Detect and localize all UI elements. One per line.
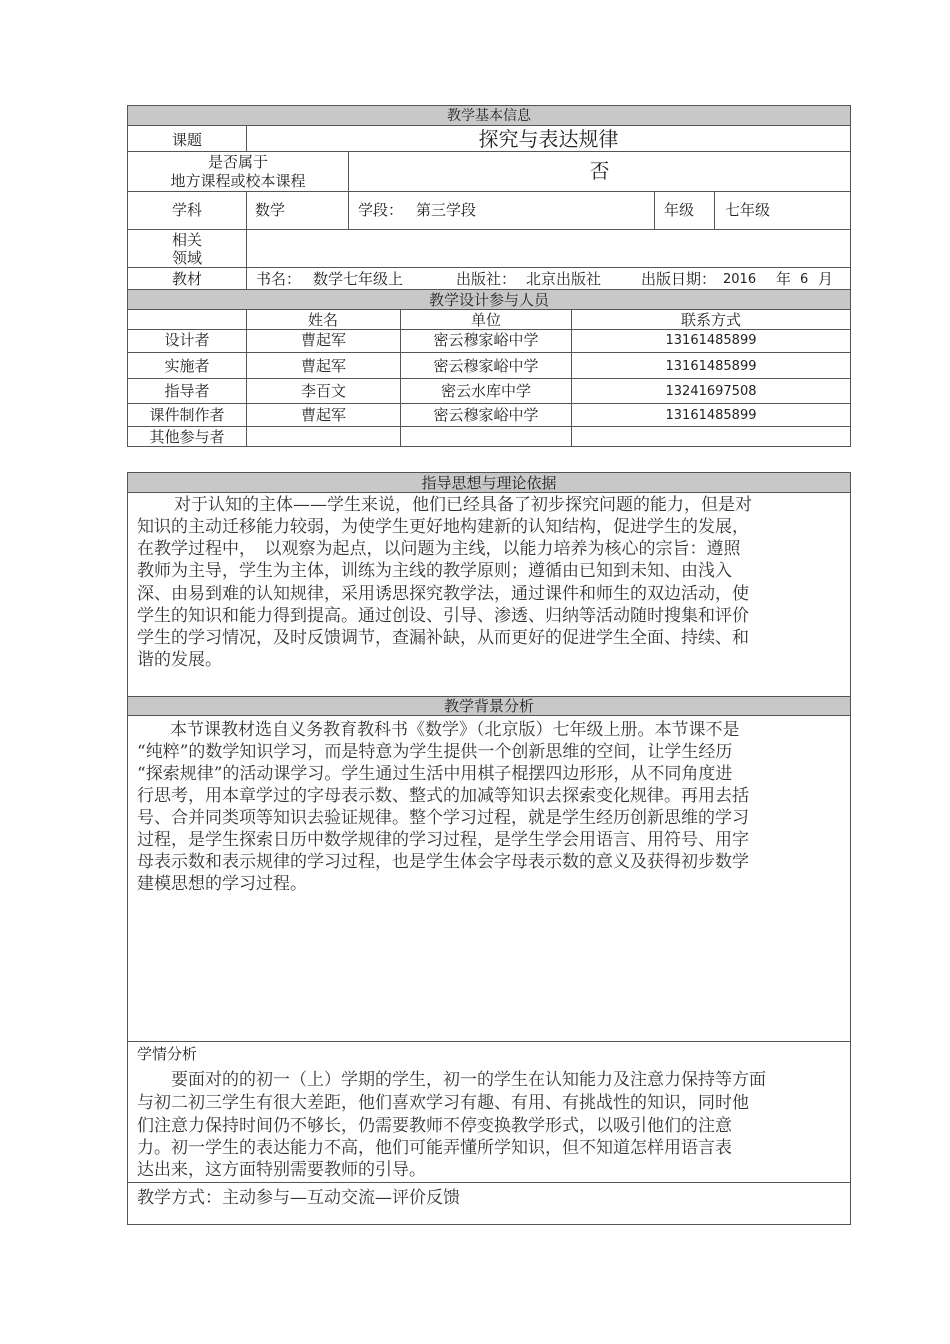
teaching-method: 教学方式：主动参与—互动交流—评价反馈 [137, 1188, 460, 1208]
participant-contact: 13161485899 [665, 333, 757, 348]
background-line: 号、合并同类项等知识去验证规律。整个学习过程，就是学生经历创新思维的学习 [137, 808, 749, 828]
local-course-label-line2: 地方课程或校本课程 [170, 172, 306, 190]
stage-value: 第三学段 [416, 201, 477, 219]
participant-unit: 密云水库中学 [440, 382, 531, 400]
background-line: 本节课教材选自义务教育教科书《数学》（北京版）七年级上册。本节课不是 [170, 720, 740, 740]
divider [127, 191, 851, 192]
month-unit: 月 [818, 270, 834, 288]
participant-contact: 13161485899 [665, 408, 757, 423]
col-contact-header: 联系方式 [680, 311, 741, 329]
background-header: 教学背景分析 [443, 697, 534, 715]
local-course-label-line1: 是否属于 [207, 153, 268, 171]
participant-role: 实施者 [164, 357, 210, 375]
participant-contact: 13241697508 [665, 384, 757, 399]
publisher-label: 出版社： [456, 270, 517, 288]
guiding-line: 知识的主动迁移能力较弱，为使学生更好地构建新的认知结构，促进学生的发展， [137, 517, 749, 537]
background-line: 母表示数和表示规律的学习过程，也是学生体会字母表示数的意义及获得初步数学 [137, 852, 749, 872]
guiding-line: 教师为主导，学生为主体，训练为主线的教学原则；遵循由已知到未知、由浅入 [137, 561, 732, 581]
divider [127, 426, 851, 427]
student-line: 与初二初三学生有很大差距，他们喜欢学习有趣、有用、有挑战性的知识，同时他 [137, 1093, 749, 1113]
divider [127, 403, 851, 404]
col-name-header: 姓名 [307, 311, 338, 329]
student-line: 要面对的的初一（上）学期的学生，初一的学生在认知能力及注意力保持等方面 [171, 1070, 766, 1090]
divider [348, 191, 349, 229]
guiding-line: 谐的发展。 [137, 650, 222, 670]
divider [127, 715, 851, 716]
guiding-line: 对于认知的主体——学生来说，他们已经具备了初步探究问题的能力，但是对 [174, 495, 752, 515]
guiding-header: 指导思想与理论依据 [421, 474, 557, 492]
student-analysis-title: 学情分析 [137, 1045, 198, 1063]
background-line: 过程，是学生探索日历中数学规律的学习过程，是学生学会用语言、用符号、用字 [137, 830, 749, 850]
subject-value: 数学 [255, 201, 286, 219]
guiding-line: 在教学过程中， 以观察为起点，以问题为主线，以能力培养为核心的宗旨：遵照 [137, 539, 741, 559]
divider [127, 125, 851, 126]
divider [127, 309, 851, 310]
book-name-label: 书名： [256, 270, 302, 288]
divider [127, 229, 851, 230]
divider [127, 329, 851, 330]
background-line: 建模思想的学习过程。 [137, 874, 307, 894]
local-course-value: 否 [589, 159, 610, 183]
participant-role: 课件制作者 [149, 406, 225, 424]
background-line: “纯粹”的数学知识学习，而是特意为学生提供一个创新思维的空间，让学生经历 [137, 742, 733, 762]
participant-name: 李百文 [300, 382, 346, 400]
participant-contact: 13161485899 [665, 359, 757, 374]
background-line: “探索规律”的活动课学习。学生通过生活中用棋子棍摆四边形形，从不同角度进 [137, 764, 733, 784]
participant-role: 指导者 [164, 382, 210, 400]
grade-label: 年级 [664, 201, 695, 219]
divider [127, 1182, 851, 1183]
publisher-value: 北京出版社 [526, 270, 602, 288]
divider [127, 151, 851, 152]
pub-month: 6 [800, 272, 809, 287]
divider [246, 191, 247, 229]
textbook-label: 教材 [171, 270, 202, 288]
divider [127, 267, 851, 268]
field-label-line1: 相关 [171, 231, 202, 249]
topic-value: 探究与表达规律 [478, 127, 619, 151]
participant-name: 曹起军 [300, 331, 346, 349]
grade-value: 七年级 [725, 201, 771, 219]
divider [127, 378, 851, 379]
student-line: 力。初一学生的表达能力不高，他们可能弄懂所学知识，但不知道怎样用语言表 [137, 1138, 732, 1158]
background-line: 行思考，用本章学过的字母表示数、整式的加减等知识去探索变化规律。再用去括 [137, 786, 749, 806]
field-label-line2: 领域 [171, 249, 202, 267]
divider [127, 492, 851, 493]
col-unit-header: 单位 [470, 311, 501, 329]
divider [654, 191, 655, 229]
participant-unit: 密云穆家峪中学 [433, 406, 539, 424]
divider [127, 352, 851, 353]
participants-header: 教学设计参与人员 [428, 291, 549, 309]
participant-role: 设计者 [164, 331, 210, 349]
divider [246, 229, 247, 267]
stage-label: 学段： [358, 201, 404, 219]
divider [246, 267, 247, 289]
pub-date-label: 出版日期： [641, 270, 717, 288]
participant-unit: 密云穆家峪中学 [433, 357, 539, 375]
student-line: 达出来，这方面特别需要教师的引导。 [137, 1160, 426, 1180]
participant-role: 其他参与者 [149, 428, 225, 446]
participant-name: 曹起军 [300, 406, 346, 424]
book-name-value: 数学七年级上 [313, 270, 404, 288]
pub-year: 2016 [723, 272, 757, 287]
student-line: 们注意力保持时间仍不够长，仍需要教师不停变换教学形式，以吸引他们的注意 [137, 1116, 732, 1136]
divider [127, 1041, 851, 1042]
guiding-line: 深、由易到难的认知规律，采用诱思探究教学法，通过课件和师生的双边活动，使 [137, 584, 749, 604]
subject-label: 学科 [171, 201, 202, 219]
participant-name: 曹起军 [300, 357, 346, 375]
guiding-line: 学生的知识和能力得到提高。通过创设、引导、渗透、归纳等活动随时搜集和评价 [137, 606, 749, 626]
topic-label: 课题 [171, 131, 202, 149]
year-unit: 年 [776, 270, 792, 288]
participant-unit: 密云穆家峪中学 [433, 331, 539, 349]
divider [714, 191, 715, 229]
guiding-line: 学生的学习情况，及时反馈调节，查漏补缺，从而更好的促进学生全面、持续、和 [137, 628, 749, 648]
basic-info-header: 教学基本信息 [447, 108, 531, 124]
